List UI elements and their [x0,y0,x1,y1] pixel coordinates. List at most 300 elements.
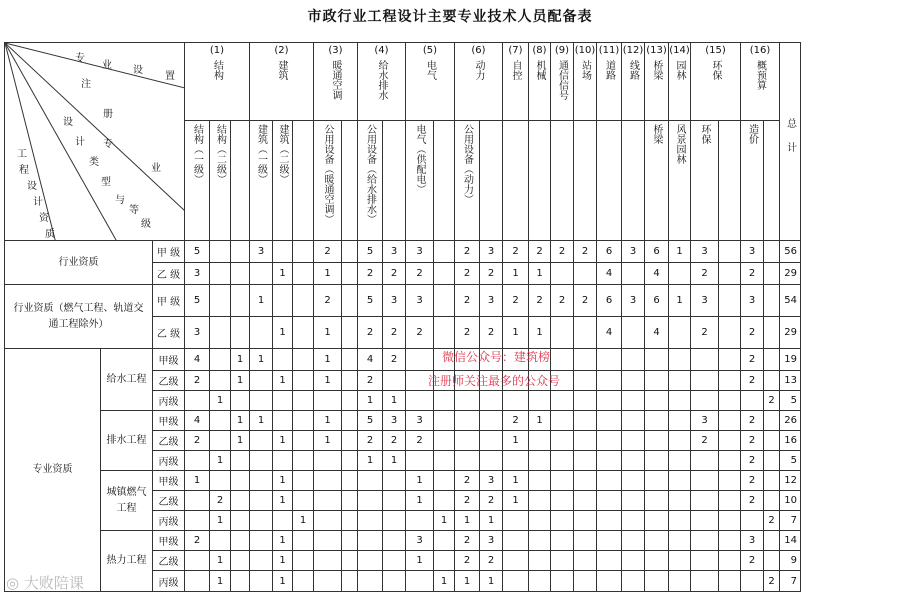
registration-header-cell [741,121,764,241]
value-cell [622,451,645,471]
registration-label: 环保 [699,124,710,144]
value-cell: 4 [358,349,383,371]
value-cell [185,491,210,511]
value-cell [342,471,358,491]
value-cell [764,285,780,317]
value-cell [574,451,597,471]
group-header-cell [669,43,691,121]
value-cell: 2 [185,531,210,551]
value-cell [503,511,529,531]
value-cell: 2 [551,285,574,317]
value-cell [741,391,764,411]
value-cell [383,511,406,531]
value-cell [503,551,529,571]
registration-header-cell [293,121,314,241]
grade-cell: 甲级 [153,531,185,551]
value-cell [669,411,691,431]
value-cell: 2 [529,285,551,317]
value-cell [342,263,358,285]
value-cell: 2 [455,285,480,317]
value-cell [551,431,574,451]
value-cell [622,491,645,511]
value-cell [529,431,551,451]
value-cell: 1 [231,371,250,391]
registration-header-cell [551,121,574,241]
value-cell: 1 [231,349,250,371]
value-cell [342,241,358,263]
registration-label: 风景园林 [674,124,685,164]
value-cell: 1 [455,511,480,531]
staffing-table [4,42,801,592]
qualification-category-cell: 行业资质（燃气工程、轨道交通工程除外） [5,285,153,349]
value-cell: 1 [529,317,551,349]
value-cell [597,431,622,451]
group-number: (15) [705,45,726,56]
corner-label-char: 与 [115,195,125,206]
value-cell [669,317,691,349]
corner-label-char: 资 [39,213,49,224]
value-cell: 2 [455,471,480,491]
value-cell [691,531,719,551]
value-cell: 3 [741,285,764,317]
value-cell: 6 [597,241,622,263]
value-cell: 3 [406,241,434,263]
value-cell: 2 [741,471,764,491]
value-cell: 2 [314,241,342,263]
value-cell [273,391,293,411]
value-cell [574,551,597,571]
value-cell [250,263,273,285]
value-cell [314,571,342,592]
value-cell: 1 [503,263,529,285]
corner-label-char: 型 [101,177,111,188]
header-row-groups [5,43,801,121]
value-cell: 4 [645,263,669,285]
value-cell [551,531,574,551]
group-name: 桥梁 [651,60,662,80]
value-cell [503,571,529,592]
value-cell [342,391,358,411]
value-cell [645,491,669,511]
value-cell: 1 [185,471,210,491]
value-cell [273,411,293,431]
value-cell [231,531,250,551]
group-name: 园林 [674,60,685,80]
value-cell [764,431,780,451]
value-cell [529,551,551,571]
value-cell [434,263,455,285]
total-value-cell: 7 [780,571,801,592]
value-cell [719,531,741,551]
group-name: 站场 [579,60,591,80]
value-cell [480,431,503,451]
group-name: 环保 [710,60,721,80]
table-row [5,531,801,551]
value-cell [314,391,342,411]
value-cell [293,571,314,592]
value-cell [480,411,503,431]
value-cell [719,349,741,371]
value-cell [645,391,669,411]
value-cell: 1 [250,411,273,431]
value-cell [645,411,669,431]
total-value-cell: 29 [780,263,801,285]
watermark-logo [6,572,84,593]
value-cell: 3 [383,411,406,431]
group-name: 结构 [211,60,223,80]
value-cell [406,571,434,592]
value-cell: 3 [383,241,406,263]
value-cell: 2 [210,491,231,511]
value-cell [434,391,455,411]
value-cell [273,349,293,371]
value-cell [250,471,273,491]
value-cell: 2 [741,349,764,371]
value-cell [342,451,358,471]
value-cell: 2 [741,451,764,471]
grade-cell: 甲级 [153,349,185,371]
value-cell [383,551,406,571]
group-number: (14) [669,45,690,56]
value-cell: 2 [741,551,764,571]
group-number: (6) [471,45,486,56]
value-cell [551,349,574,371]
qualification-category-cell: 行业资质 [5,241,153,285]
corner-label-char: 类 [89,157,99,168]
registration-header-cell [358,121,383,241]
value-cell [185,391,210,411]
value-cell: 3 [741,531,764,551]
value-cell [622,571,645,592]
value-cell: 2 [503,411,529,431]
value-cell [293,241,314,263]
value-cell [293,551,314,571]
group-header-cell [691,43,741,121]
value-cell [503,531,529,551]
value-cell: 3 [383,285,406,317]
table-row [5,471,801,491]
value-cell [293,531,314,551]
registration-header-cell [669,121,691,241]
value-cell: 2 [185,371,210,391]
value-cell [231,317,250,349]
value-cell [210,241,231,263]
value-cell [455,451,480,471]
total-header-cell [780,43,801,241]
value-cell [669,371,691,391]
registration-label: 结构（一级） [191,124,203,184]
specialty-subtype-cell: 热力工程 [101,531,153,592]
registration-header-cell [185,121,210,241]
corner-label-char: 业 [102,60,112,71]
value-cell [719,491,741,511]
value-cell: 1 [250,285,273,317]
total-value-cell: 10 [780,491,801,511]
value-cell [574,491,597,511]
grade-cell: 乙级 [153,491,185,511]
value-cell [231,241,250,263]
value-cell: 5 [358,241,383,263]
value-cell [719,471,741,491]
value-cell: 1 [273,571,293,592]
group-header-cell [622,43,645,121]
total-label: 总计 [784,117,796,166]
corner-label-char: 专 [103,139,113,150]
value-cell [210,411,231,431]
value-cell [231,471,250,491]
value-cell [597,491,622,511]
value-cell [342,551,358,571]
group-name: 动力 [473,60,484,80]
value-cell: 1 [314,431,342,451]
value-cell [551,391,574,411]
registration-header-cell [529,121,551,241]
value-cell [342,317,358,349]
group-number: (7) [508,45,523,56]
value-cell: 2 [406,263,434,285]
value-cell [293,349,314,371]
value-cell [597,551,622,571]
group-number: (4) [374,45,389,56]
value-cell [210,431,231,451]
value-cell [358,551,383,571]
value-cell [342,411,358,431]
value-cell: 1 [314,349,342,371]
value-cell [480,391,503,411]
group-header-cell [455,43,503,121]
group-header-cell [529,43,551,121]
value-cell [314,451,342,471]
value-cell: 2 [741,317,764,349]
group-number: (1) [209,45,225,56]
value-cell: 2 [314,285,342,317]
value-cell [719,263,741,285]
value-cell [273,241,293,263]
value-cell: 1 [480,571,503,592]
value-cell [455,391,480,411]
value-cell [434,241,455,263]
value-cell [597,511,622,531]
value-cell: 5 [358,285,383,317]
group-name: 自控 [510,60,521,80]
group-name: 机械 [534,60,545,80]
value-cell [231,491,250,511]
value-cell [764,491,780,511]
value-cell [597,349,622,371]
corner-label-char: 计 [33,197,43,208]
value-cell [597,451,622,471]
value-cell [529,471,551,491]
value-cell [250,391,273,411]
value-cell [529,491,551,511]
value-cell [529,531,551,551]
diagonal-line [5,43,117,241]
value-cell [314,511,342,531]
diagonal-line [5,43,185,88]
registration-label: 公用设备（给水排水） [364,124,376,224]
value-cell [574,531,597,551]
value-cell [622,471,645,491]
corner-label-char: 业 [151,163,161,174]
value-cell [314,551,342,571]
value-cell [645,431,669,451]
value-cell: 2 [574,285,597,317]
value-cell [551,511,574,531]
value-cell: 2 [455,241,480,263]
value-cell: 1 [358,451,383,471]
group-header-cell [185,43,250,121]
value-cell: 3 [691,411,719,431]
value-cell [383,571,406,592]
value-cell [342,285,358,317]
value-cell [669,431,691,451]
value-cell [455,431,480,451]
value-cell: 2 [480,263,503,285]
value-cell [719,431,741,451]
value-cell [741,571,764,592]
group-name: 电气 [424,60,436,80]
value-cell: 3 [480,471,503,491]
value-cell: 1 [434,511,455,531]
value-cell [574,349,597,371]
value-cell [764,411,780,431]
value-cell [273,511,293,531]
value-cell: 1 [293,511,314,531]
total-value-cell: 14 [780,531,801,551]
registration-header-cell [691,121,719,241]
value-cell: 1 [231,411,250,431]
corner-label-char: 置 [165,71,175,82]
value-cell: 5 [185,241,210,263]
group-header-cell [551,43,574,121]
value-cell: 2 [480,317,503,349]
value-cell: 1 [669,285,691,317]
value-cell [250,431,273,451]
value-cell [597,411,622,431]
value-cell [503,451,529,471]
value-cell [383,491,406,511]
value-cell: 5 [185,285,210,317]
value-cell: 3 [480,285,503,317]
value-cell: 4 [597,263,622,285]
value-cell [250,371,273,391]
value-cell: 6 [597,285,622,317]
value-cell [293,263,314,285]
corner-label-char: 程 [19,165,29,176]
value-cell: 1 [231,431,250,451]
value-cell: 2 [480,551,503,571]
value-cell [231,511,250,531]
value-cell [358,491,383,511]
registration-header-cell [764,121,780,241]
grade-cell: 乙级 [153,551,185,571]
value-cell [669,263,691,285]
value-cell [669,531,691,551]
value-cell [764,317,780,349]
value-cell: 3 [406,285,434,317]
group-number: (8) [532,45,547,56]
value-cell [250,571,273,592]
group-header-cell [250,43,314,121]
value-cell [314,491,342,511]
value-cell [574,391,597,411]
value-cell: 1 [273,317,293,349]
grade-cell: 乙级 [153,431,185,451]
value-cell [185,571,210,592]
value-cell: 2 [741,431,764,451]
registration-header-cell [503,121,529,241]
value-cell: 2 [503,241,529,263]
grade-cell: 乙级 [153,371,185,391]
corner-diagonal-cell [5,43,185,241]
registration-header-cell [574,121,597,241]
registration-header-cell [597,121,622,241]
total-value-cell: 7 [780,511,801,531]
value-cell: 2 [455,491,480,511]
value-cell: 1 [314,411,342,431]
corner-label-char: 计 [75,137,85,148]
value-cell: 1 [210,391,231,411]
value-cell [691,451,719,471]
value-cell [719,391,741,411]
value-cell [434,285,455,317]
value-cell [719,285,741,317]
value-cell: 1 [503,471,529,491]
value-cell [669,451,691,471]
value-cell [551,471,574,491]
grade-cell: 甲级 [153,471,185,491]
value-cell [231,551,250,571]
registration-header-cell [210,121,231,241]
value-cell [719,571,741,592]
value-cell: 1 [406,471,434,491]
corner-diagonal-lines [5,43,185,241]
total-value-cell: 12 [780,471,801,491]
value-cell [691,551,719,571]
corner-label-char: 设 [27,181,37,192]
value-cell [645,451,669,471]
value-cell [645,371,669,391]
group-name: 概预算 [754,60,766,90]
value-cell [764,551,780,571]
value-cell [529,511,551,531]
value-cell [342,531,358,551]
value-cell [406,451,434,471]
value-cell [622,531,645,551]
total-value-cell: 16 [780,431,801,451]
group-header-cell [358,43,406,121]
group-header-cell [741,43,780,121]
value-cell [434,411,455,431]
value-cell: 2 [691,317,719,349]
value-cell [574,411,597,431]
value-cell [551,451,574,471]
value-cell [551,263,574,285]
value-cell: 1 [383,391,406,411]
value-cell: 1 [383,451,406,471]
corner-label-char: 级 [141,219,151,230]
value-cell [314,531,342,551]
value-cell: 2 [383,431,406,451]
value-cell [185,451,210,471]
group-number: (13) [646,45,667,56]
value-cell [273,451,293,471]
watermark-icon: ◎ [6,574,24,592]
value-cell [358,471,383,491]
value-cell: 2 [383,263,406,285]
value-cell [597,471,622,491]
value-cell [231,263,250,285]
